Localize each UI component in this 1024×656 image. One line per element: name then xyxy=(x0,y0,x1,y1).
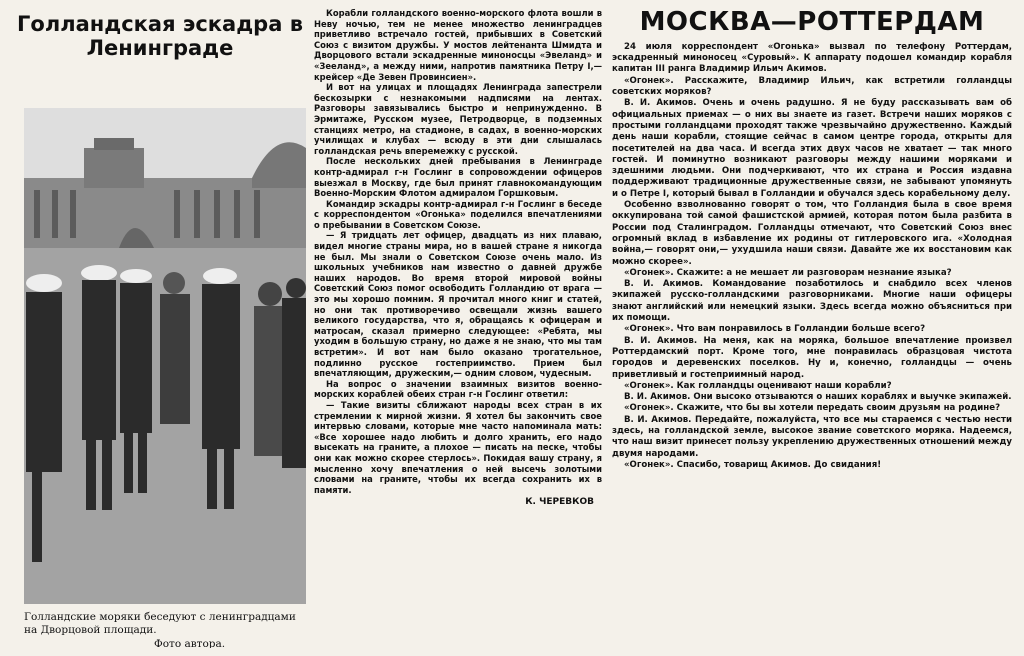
paragraph: В. И. Акимов. На меня, как на моряка, большое впечатление произвел Роттердамский порт. Кроме того, мне понравилась образцовая чистота городов и деревенских поселков. Ну и, конечно, голландцы — очень приветливый и гостеприимный народ. xyxy=(612,335,1012,380)
paragraph: «Огонек». Скажите: а не мешает ли разговорам незнание языка? xyxy=(624,267,952,278)
paragraph: «Огонек». Расскажите, Владимир Ильич, как встретили голландцы советских моряков? xyxy=(612,75,1012,98)
article-text xyxy=(314,8,602,495)
paragraph: На вопрос о значении взаимных визитов военно-морских кораблей обеих стран г-н Гослинг ответил: xyxy=(314,378,602,400)
paragraph: В. И. Акимов. Они высоко отзываются о наших кораблях и выучке экипажей. xyxy=(624,392,1012,403)
palace-square-photo xyxy=(24,108,306,604)
photo-caption: Голландские моряки беседуют с ленинградцами на Дворцовой площади. xyxy=(24,611,296,636)
paragraph: «Огонек». Спасибо, товарищ Акимов. До свидания! xyxy=(624,459,882,470)
paragraph: В. И. Акимов. Очень и очень радушно. Я не буду рассказывать вам об официальных приемах — о них вы знаете из газет. Встречи наших моряков с простыми голландцами проходят также чрезвычайно дружественно. Каждый день наши корабли, стоящие сейчас в самом центре города, открыты для посетителей на два часа. И всегда этих двух часов не хватает — так много гостей. И поминутно возникают разговоры между нашими моряками и здешними людьми. Они подчеркивают, что их страна и Россия издавна поддерживают традиционные дружественные связи, не забывают упомянуть и о Петре I, который бывал в Голландии и обучался здесь корабельному делу. xyxy=(612,98,1012,199)
paragraph: В. И. Акимов. Командование позаботилось и снабдило всех членов экипажей русско-голландскими разговорниками. Многие наши офицеры знают английский или немецкий языки. Здесь всегда можно объясниться при их помощи. xyxy=(612,279,1012,324)
paragraph: Особенно взволнованно говорят о том, что Голландия была в свое время оккупирована той самой фашистской армией, которая потом была разбита в России под Сталинградом. Голландцы отмечают, что Советский Союз внес огромный вклад в избавление их родины от гитлеровского ига. «Холодная война,— говорят они,— ухудшила наши связи. Давайте же их восстановим как можно скорее». xyxy=(612,200,1012,267)
interview-text xyxy=(612,42,1012,471)
paragraph: Командир эскадры контр-адмирал г-н Гослинг в беседе с корреспондентом «Огонька» поделился впечатлениями о пребывании в Советском Союзе. xyxy=(314,198,602,230)
paragraph: «Огонек». Скажите, что бы вы хотели передать своим друзьям на родине? xyxy=(624,403,1001,414)
right-column xyxy=(612,8,1012,654)
paragraph: В. И. Акимов. Передайте, пожалуйста, что все мы стараемся с честью нести здесь, на голландской земле, высокое звание советского моряка. Надеемся, что наш визит принесет пользу укреплению дружественных отношений между двумя народами. xyxy=(612,414,1012,459)
paragraph: После нескольких дней пребывания в Ленинграде контр-адмирал г-н Гослинг в сопровождении офицеров выезжал в Москву, где был принят главнокомандующим Военно-Морским Флотом адмиралом Горшковым. xyxy=(314,156,602,199)
paragraph: И вот на улицах и площадях Ленинграда запестрели бескозырки с незнакомыми надписями на лентах. Разговоры завязывались быстро и непринужденно. В Эрмитаже, Русском музее, Петродворце, в подземных станциях метро, на стадионе, в садах, в военно-морских училищах и клубах — всюду в эти дни слышалась голландская речь вперемежку с русской. xyxy=(314,82,602,156)
left-column xyxy=(14,8,306,648)
paragraph: «Огонек». Как голландцы оценивают наши корабли? xyxy=(624,380,892,391)
left-headline: Голландская эскадра в Ленинграде xyxy=(17,12,303,61)
photo-credit: Фото автора. xyxy=(154,638,226,648)
paragraph: 24 июля корреспондент «Огонька» вызвал по телефону Роттердам, эскадренный миноносец «Суровый». К аппарату подошел командир корабля капитан III ранга Владимир Ильич Акимов. xyxy=(612,41,1012,75)
middle-column xyxy=(314,8,602,654)
paragraph: — Я тридцать лет офицер, двадцать из них плаваю, видел многие страны мира, но в вашей стране я никогда не был. Мы знали о Советском Союзе очень мало. Из школьных учебников нам известно о давней дружбе наших народов. Во время второй мировой войны Советский Союз помог освободить Голландию от врага — это мы хорошо помним. Я прочитал много книг и статей, но они так противоречиво освещали жизнь вашего великого государства, что я, обращаясь к офицерам и матросам, сказал примерно следующее: «Ребята, мы уходим в большую страну, но даже я не знаю, что мы там встретим». И вот нам было оказано трогательное, подлинно русское гостеприимство. Прием был впечатляющим, дружеским,— одним словом, чудесным. xyxy=(314,230,602,379)
paragraph: «Огонек». Что вам понравилось в Голландии больше всего? xyxy=(624,324,926,335)
paragraph: — Такие визиты сближают народы всех стран в их стремлении к мирной жизни. Я хотел бы закончить свое интервью словами, которые мне часто напоминала мать: «Все хорошее надо любить и долго хранить, его надо высекать на граните, а плохое — писать на песке, чтобы они как можно скорее стерлось». Покидая вашу страну, я мысленно хочу впечатления о ней высечь золотыми словами на граните, чтобы их всегда сохранить их в памяти. xyxy=(314,399,602,495)
author-signature: К. ЧЕРЕВКОВ xyxy=(525,497,594,508)
paragraph: Корабли голландского военно-морского флота вошли в Неву ночью, тем не менее множество ленинградцев приветливо встречало гостей, прибывших в Советский Союз с визитом дружбы. У мостов лейтенанта Шмидта и Дворцового встали эскадренные миноносцы «Эвеланд» и «Зееланд», а между ними, напротив памятника Петру I,— крейсер «Де Зевен Провинсиен». xyxy=(314,8,602,82)
right-headline: МОСКВА—РОТТЕРДАМ xyxy=(639,8,985,37)
